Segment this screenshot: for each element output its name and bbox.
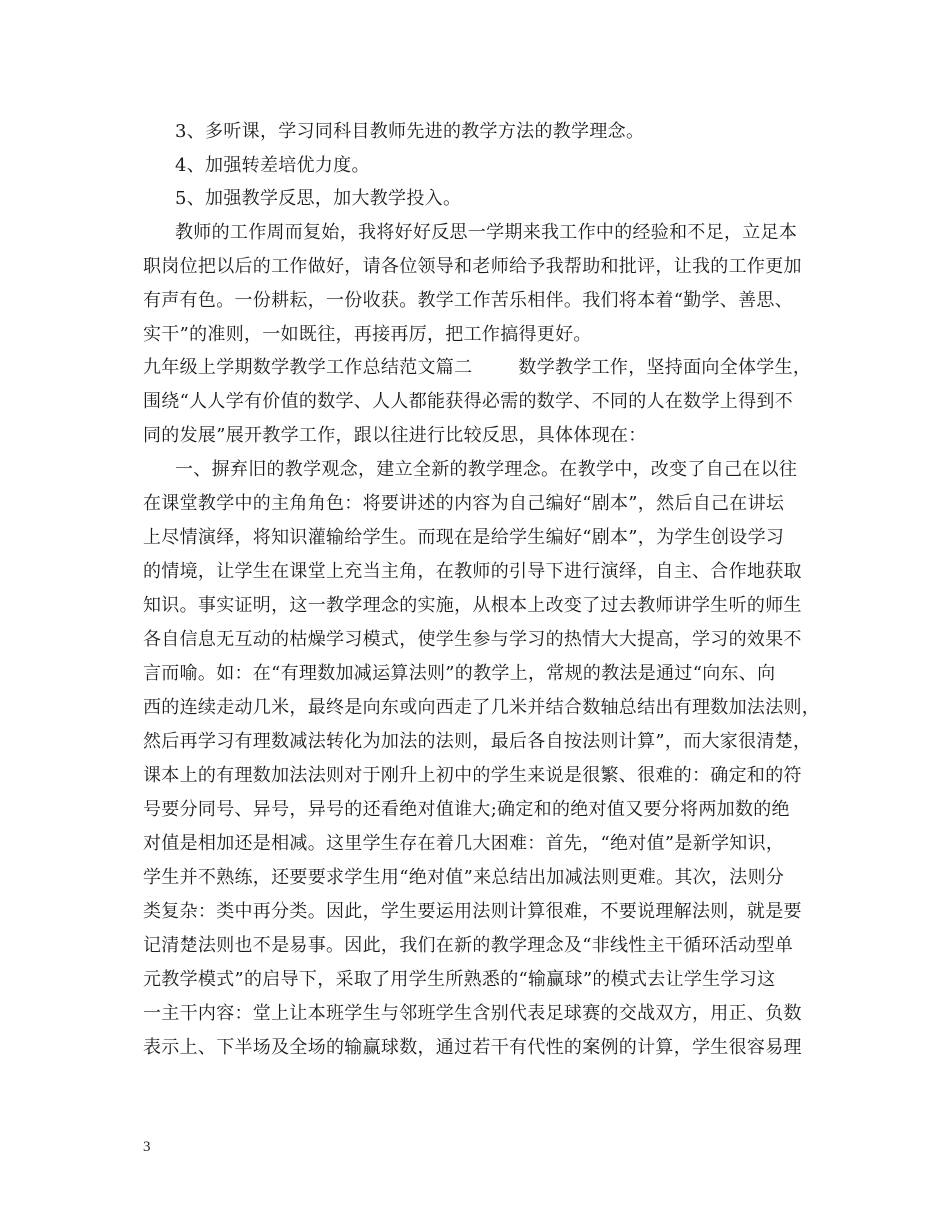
text-line: 学生并不熟练，还要要求学生用“绝对值”来总结出加减法则更难。其次，法则分 — [143, 867, 785, 888]
text-line: 3、多听课，学习同科目教师先进的教学方法的教学理念。 — [175, 121, 645, 142]
text-line: 同的发展”展开教学工作，跟以往进行比较反思，具体体现在： — [143, 425, 647, 446]
text-line: 在课堂教学中的主角角色：将要讲述的内容为自己编好“剧本”，然后自己在讲坛 — [143, 493, 785, 514]
section-heading: 九年级上学期数学教学工作总结范文篇二 — [143, 357, 473, 378]
text-line: 知识。事实证明，这一教学理念的实施，从根本上改变了过去教师讲学生听的师生 — [143, 595, 802, 616]
text-line: 记清楚法则也不是易事。因此，我们在新的教学理念及“非线性主干循环活动型单 — [143, 935, 793, 956]
text-line: 职岗位把以后的工作做好，请各位领导和老师给予我帮助和批评，让我的工作更加 — [143, 256, 802, 277]
text-line: 然后再学习有理数减法转化为加法的法则，最后各自按法则计算”，而大家很清楚， — [143, 731, 812, 752]
text-line: 有声有色。一份耕耘，一份收获。教学工作苦乐相伴。我们将本着“勤学、善思、 — [143, 290, 793, 311]
paragraph-start-line: 一、摒弃旧的教学观念，建立全新的教学理念。在教学中，改变了自己在以往 — [175, 459, 798, 480]
text-line: 上尽情演绎，将知识灌输给学生。而现在是给学生编好“剧本”，为学生创设学习 — [143, 527, 785, 548]
section-heading-line — [143, 357, 823, 379]
text-line: 各自信息无互动的枯燥学习模式，使学生参与学习的热情大大提高，学习的效果不 — [143, 629, 802, 650]
text-line: 言而喻。如：在“有理数加减运算法则”的教学上，常规的教法是通过“向东、向 — [143, 663, 776, 684]
text-line: 围绕“人人学有价值的数学、人人都能获得必需的数学、不同的人在数学上得到不 — [143, 391, 793, 412]
page-number: 3 — [143, 1139, 151, 1155]
text-line: 5、加强教学反思，加大教学投入。 — [175, 188, 462, 209]
text-line: 的情境，让学生在课堂上充当主角，在教师的引导下进行演绎，自主、合作地获取 — [143, 561, 802, 582]
text-line: 对值是相加还是相减。这里学生存在着几大困难：首先，“绝对值”是新学知识， — [143, 833, 785, 854]
text-line: 一主干内容：堂上让本班学生与邻班学生含别代表足球赛的交战双方，用正、负数 — [143, 1003, 802, 1024]
text-line: 元教学模式”的启导下，采取了用学生所熟悉的“输赢球”的模式去让学生学习这 — [143, 969, 776, 990]
text-line: 4、加强转差培优力度。 — [175, 155, 370, 176]
text-line: 号要分同号、异号，异号的还看绝对值谁大;确定和的绝对值又要分将两加数的绝 — [143, 799, 790, 820]
paragraph-start-line: 教师的工作周而复始，我将好好反思一学期来我工作中的经验和不足，立足本 — [175, 222, 798, 243]
text-line: 类复杂：类中再分类。因此，学生要运用法则计算很难，不要说理解法则，就是要 — [143, 901, 802, 922]
text-line: 实干”的准则，一如既往，再接再厉，把工作搞得更好。 — [143, 324, 592, 345]
text-line: 表示上、下半场及全场的输赢球数，通过若干有代性的案例的计算，学生很容易理 — [143, 1037, 802, 1058]
heading-tail-text: 数学教学工作，坚持面向全体学生， — [518, 357, 812, 378]
text-line: 西的连续走动几米，最终是向东或向西走了几米并结合数轴总结出有理数加法法则， — [143, 697, 821, 718]
text-line: 课本上的有理数加法法则对于刚升上初中的学生来说是很繁、很难的：确定和的符 — [143, 765, 802, 786]
